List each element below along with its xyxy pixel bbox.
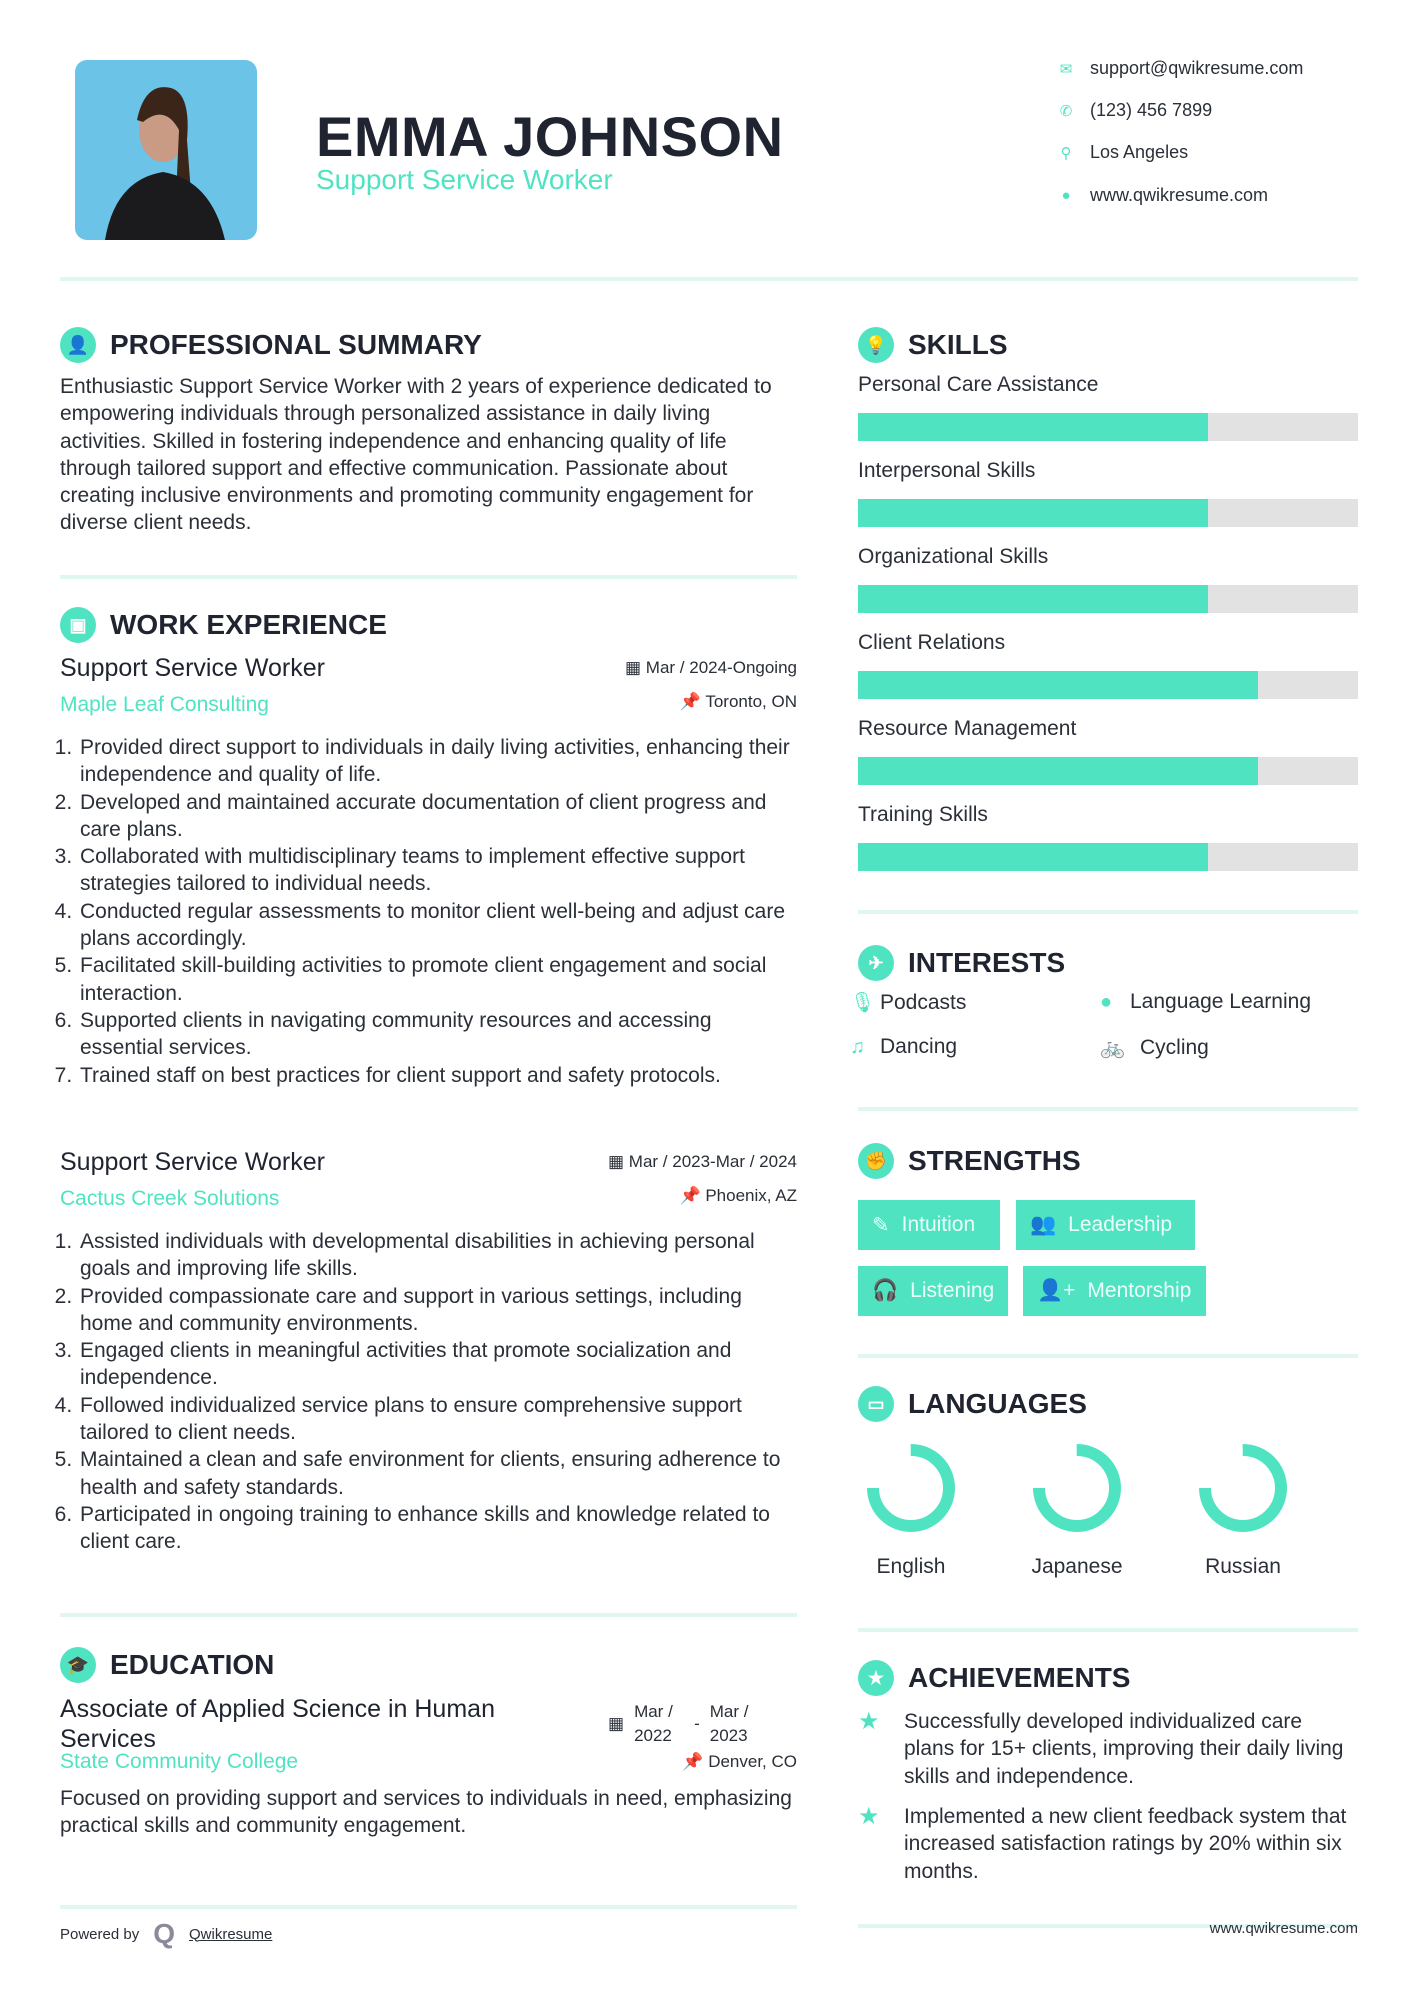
header-divider	[60, 277, 1358, 281]
interest-item	[1100, 1035, 1209, 1060]
music-icon: ♫	[850, 1035, 865, 1058]
skills-heading	[858, 327, 1008, 363]
language-item	[851, 1440, 971, 1579]
skill-bar-fill	[858, 671, 1258, 699]
education-description: Focused on providing support and services to individuals in need, emphasizing practical skills and community engagement.	[60, 1787, 792, 1838]
contact-text: (123) 456 7899	[1090, 100, 1213, 120]
bullet-item: 2. Provided compassionate care and support in various settings, including home and community environments.	[78, 1283, 800, 1338]
qwikresume-link[interactable]: Qwikresume	[189, 1925, 273, 1943]
contact-text: www.qwikresume.com	[1090, 185, 1269, 205]
skill-label: Organizational Skills	[858, 545, 1049, 568]
powered-by	[60, 1918, 272, 1950]
achievement-item	[858, 1708, 1358, 1790]
language-ring	[851, 1440, 971, 1536]
calendar-icon: ▦	[608, 1152, 629, 1171]
date-separator: -	[694, 1714, 700, 1733]
pushpin-icon: 📌	[679, 1186, 706, 1205]
bullet-item: 3. Collaborated with multidisciplinary teams to implement effective support strategies tailored to individual needs.	[78, 843, 800, 898]
achievement-item	[858, 1803, 1358, 1885]
bullet-item: 5. Facilitated skill-building activities to promote client engagement and social interaction.	[78, 952, 800, 1007]
powered-by-text: Powered by	[60, 1925, 140, 1943]
candidate-role: Support Service Worker	[316, 164, 613, 195]
heading-text: WORK EXPERIENCE	[110, 609, 387, 640]
bullet-item: 2. Developed and maintained accurate documentation of client progress and care plans.	[78, 789, 800, 844]
job-date	[625, 658, 797, 678]
interest-label: Cycling	[1140, 1035, 1209, 1059]
interest-item	[850, 1035, 957, 1059]
education-dates	[608, 1700, 760, 1748]
job-location	[680, 692, 797, 712]
bullet-item: 7. Trained staff on best practices for client support and safety protocols.	[78, 1062, 800, 1089]
job-bullets	[60, 1228, 800, 1556]
bullet-item: 6. Participated in ongoing training to enhance skills and knowledge related to client care.	[78, 1501, 800, 1556]
bullet-item: 1. Assisted individuals with developmental disabilities in achieving personal goals and improving life skills.	[78, 1228, 800, 1283]
language-ring-arc	[1039, 1450, 1115, 1526]
strength-label: Leadership	[1068, 1213, 1173, 1236]
headphones-icon: 🎧	[872, 1279, 899, 1302]
degree-title: Associate of Applied Science in Human Services	[60, 1695, 495, 1753]
strength-label: Listening	[910, 1279, 995, 1302]
contact-website[interactable]	[1058, 185, 1268, 206]
phone-icon: ✆	[1059, 102, 1073, 120]
map-pin-icon: ⚲	[1060, 144, 1072, 162]
envelope-icon: ✉	[1059, 60, 1073, 78]
strength-badge	[858, 1200, 1000, 1250]
work-heading	[60, 607, 387, 643]
language-item	[1183, 1440, 1303, 1579]
language-item	[1017, 1440, 1137, 1579]
interest-label: Language Learning	[1130, 990, 1312, 1013]
users-icon: 👥	[1030, 1213, 1057, 1236]
job-title: Support Service Worker	[60, 1148, 325, 1176]
language-label: Japanese	[1031, 1555, 1123, 1578]
globe-icon: ●	[1061, 187, 1071, 204]
heading-text: PROFESSIONAL SUMMARY	[110, 329, 482, 360]
skill-label: Training Skills	[858, 803, 988, 826]
end-date: Mar / 2023	[709, 1702, 749, 1745]
skill-label: Resource Management	[858, 717, 1077, 740]
shooting-star-icon: ★	[858, 1803, 880, 1830]
contact-text: support@qwikresume.com	[1090, 58, 1304, 78]
summary-text: Enthusiastic Support Service Worker with 2 years of experience dedicated to empowering individuals through personalized assistance in daily living activities. Skilled in fostering independence and enhancing quality of life through tailored support and effective communication. Passionate about creating inclusive environments and promoting community engagement for diverse client needs.	[60, 375, 772, 535]
contact-location	[1058, 142, 1188, 163]
briefcase-icon: ▣	[60, 607, 96, 643]
education-heading	[60, 1647, 274, 1683]
date-text: Mar / 2023-Mar / 2024	[628, 1152, 797, 1171]
start-date: Mar / 2022	[634, 1702, 673, 1745]
heading-text: INTERESTS	[908, 947, 1066, 978]
website-link[interactable]: www.qwikresume.com	[1209, 1920, 1358, 1937]
qwikresume-logo-icon: Q	[153, 1918, 175, 1949]
skill-bar	[858, 843, 1358, 871]
bicycle-icon: 🚲	[1100, 1037, 1125, 1059]
language-label: English	[876, 1555, 946, 1578]
footer-divider	[60, 1905, 797, 1909]
fist-icon: ✊	[858, 1143, 894, 1179]
section-divider	[858, 1354, 1358, 1358]
pushpin-icon: 📌	[682, 1752, 709, 1771]
interest-label: Dancing	[880, 1035, 958, 1058]
microphone-icon: 🎙	[850, 992, 876, 1014]
strengths-heading	[858, 1143, 1081, 1179]
heading-text: EDUCATION	[110, 1649, 275, 1680]
job-bullets	[60, 734, 800, 1089]
interest-item	[1100, 990, 1311, 1014]
languages-heading	[858, 1386, 1087, 1422]
magic-wand-icon: ✎	[872, 1213, 890, 1237]
skill-bar	[858, 585, 1358, 613]
achievement-text: Implemented a new client feedback system that increased satisfaction ratings by 20% within six months.	[904, 1805, 1347, 1883]
section-divider	[858, 910, 1358, 914]
skill-bar	[858, 499, 1358, 527]
strength-badge	[1016, 1200, 1195, 1250]
section-divider	[858, 1107, 1358, 1111]
section-divider	[60, 1613, 797, 1617]
contact-email[interactable]	[1058, 58, 1303, 79]
achievement-text: Successfully developed individualized care plans for 15+ clients, improving their daily living skills and independence.	[904, 1710, 1344, 1788]
heading-text: STRENGTHS	[908, 1145, 1081, 1176]
contact-phone[interactable]	[1058, 100, 1212, 121]
strength-label: Mentorship	[1087, 1279, 1192, 1302]
heading-text: SKILLS	[908, 329, 1008, 360]
bullet-item: 1. Provided direct support to individuals in daily living activities, enhancing their independence and quality of life.	[78, 734, 800, 789]
profile-photo	[75, 60, 257, 240]
calendar-icon: ▦	[608, 1714, 625, 1733]
heading-text: LANGUAGES	[908, 1388, 1087, 1419]
bullet-item: 4. Followed individualized service plans to ensure comprehensive support tailored to client needs.	[78, 1392, 800, 1447]
pushpin-icon: 📌	[679, 692, 706, 711]
user-plus-icon: 👤+	[1037, 1279, 1076, 1302]
location-text: Phoenix, AZ	[705, 1186, 797, 1205]
graduate-icon: 🎓	[60, 1647, 96, 1683]
job-title: Support Service Worker	[60, 654, 325, 682]
language-ring-arc	[873, 1450, 949, 1526]
skill-label: Interpersonal Skills	[858, 459, 1036, 482]
skill-label: Personal Care Assistance	[858, 373, 1099, 396]
skill-bar	[858, 413, 1358, 441]
language-ring-arc	[1205, 1450, 1281, 1526]
user-icon: 👤	[60, 327, 96, 363]
skill-bar	[858, 757, 1358, 785]
summary-heading	[60, 327, 482, 363]
achievements-heading	[858, 1660, 1130, 1696]
section-divider	[60, 575, 797, 579]
skill-bar	[858, 671, 1358, 699]
language-ring	[1183, 1440, 1303, 1536]
paper-plane-icon: ✈	[858, 945, 894, 981]
bullet-item: 6. Supported clients in navigating community resources and accessing essential services.	[78, 1007, 800, 1062]
location-text: Toronto, ON	[705, 692, 797, 711]
globe-icon: ●	[1100, 990, 1113, 1013]
lightbulb-icon: 💡	[858, 327, 894, 363]
language-ring	[1017, 1440, 1137, 1536]
education-location	[682, 1752, 797, 1772]
language-label: Russian	[1205, 1555, 1281, 1578]
skill-label: Client Relations	[858, 631, 1006, 654]
location-text: Denver, CO	[708, 1752, 797, 1771]
interest-item	[850, 990, 966, 1015]
heading-text: ACHIEVEMENTS	[908, 1662, 1131, 1693]
shooting-star-icon: ★	[858, 1708, 880, 1735]
skill-bar-fill	[858, 413, 1208, 441]
contact-text: Los Angeles	[1090, 142, 1189, 162]
strength-badge	[1023, 1266, 1206, 1316]
school-name: State Community College	[60, 1750, 299, 1773]
company-name: Cactus Creek Solutions	[60, 1187, 280, 1210]
skill-bar-fill	[858, 499, 1208, 527]
job-location	[679, 1186, 797, 1206]
language-card-icon: ▭	[858, 1386, 894, 1422]
section-divider	[858, 1628, 1358, 1632]
skill-bar-fill	[858, 585, 1208, 613]
date-text: Mar / 2024-Ongoing	[645, 658, 797, 677]
bullet-item: 3. Engaged clients in meaningful activities that promote socialization and independence.	[78, 1337, 800, 1392]
skill-bar-fill	[858, 843, 1208, 871]
strength-badge	[858, 1266, 1008, 1316]
job-date	[608, 1152, 797, 1172]
bullet-item: 4. Conducted regular assessments to monitor client well-being and adjust care plans accordingly.	[78, 898, 800, 953]
company-name: Maple Leaf Consulting	[60, 693, 269, 716]
interests-heading	[858, 945, 1065, 981]
calendar-icon: ▦	[625, 658, 646, 677]
star-badge-icon: ★	[858, 1660, 894, 1696]
bullet-item: 5. Maintained a clean and safe environment for clients, ensuring adherence to health and safety standards.	[78, 1446, 800, 1501]
candidate-name: EMMA JOHNSON	[316, 105, 784, 168]
strength-label: Intuition	[901, 1213, 976, 1236]
interest-label: Podcasts	[880, 990, 967, 1014]
skill-bar-fill	[858, 757, 1258, 785]
